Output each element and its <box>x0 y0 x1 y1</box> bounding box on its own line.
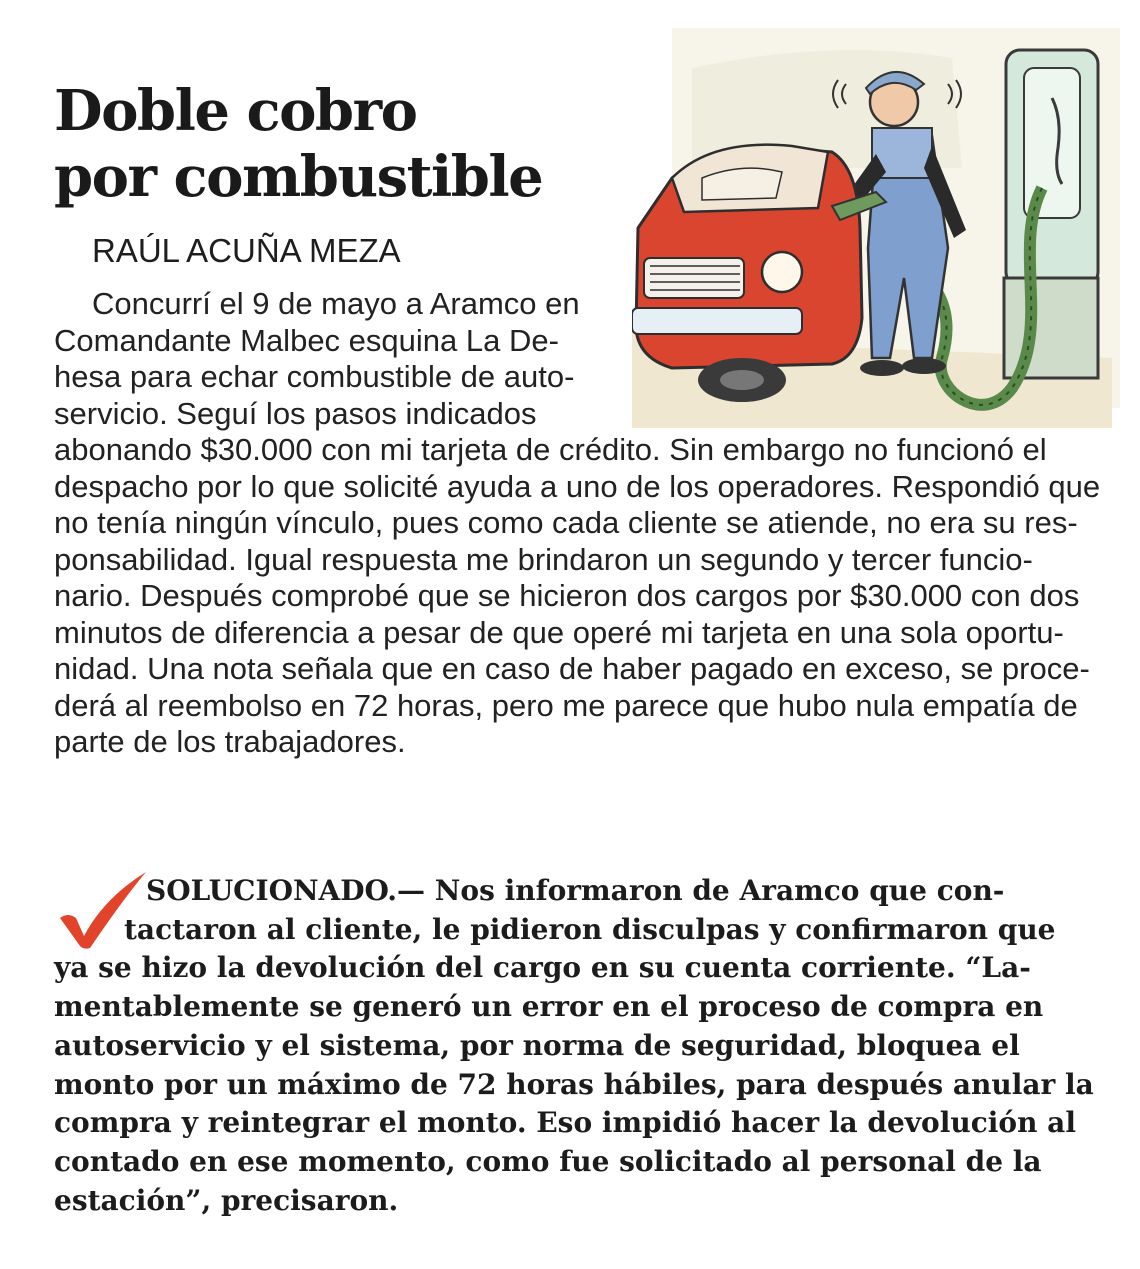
body-line: abonando $30.000 con mi tarjeta de crédito. Sin embargo no funcionó el <box>54 432 1047 467</box>
resolution-line: mentablemente se generó un error en el proceso de compra en <box>54 990 1044 1024</box>
body-line: derá al reembolso en 72 horas, pero me parece que hubo nula empatía de <box>54 687 1078 723</box>
resolution-line: autoservicio y el sistema, por norma de seguridad, bloquea el <box>54 1028 1020 1062</box>
body-line: nario. Después comprobé que se hicieron dos cargos por $30.000 con dos <box>54 578 1080 613</box>
resolution-line: ya se hizo la devolución del cargo en su cuenta corriente. “La- <box>54 951 1031 985</box>
body-line: servicio. Seguí los pasos indicados <box>54 395 537 431</box>
body-line: Comandante Malbec esquina La De- <box>54 322 559 358</box>
body-line: minutos de diferencia a pesar de que operé mi tarjeta en una sola oportu- <box>54 614 1064 650</box>
headline-line-1: Doble cobro <box>54 78 417 144</box>
resolution-line: tactaron al cliente, le pidieron disculpas y confirmaron que <box>124 912 1056 946</box>
resolution-line: contado en ese momento, como fue solicitado al personal de la <box>54 1144 1042 1178</box>
resolution-line: monto por un máximo de 72 horas hábiles, para después anular la <box>54 1067 1094 1101</box>
author-byline: RAÚL ACUÑA MEZA <box>92 232 401 269</box>
resolution-note <box>54 872 1110 1220</box>
body-line: nidad. Una nota señala que en caso de haber pagado en exceso, se proce- <box>54 651 1090 686</box>
body-line: no tenía ningún vínculo, pues como cada cliente se atiende, no era su res- <box>54 505 1078 540</box>
article-body <box>54 286 1108 761</box>
body-line: parte de los trabajadores. <box>54 724 406 759</box>
body-line: despacho por lo que solicité ayuda a uno de los operadores. Respondió que <box>54 468 1101 504</box>
headline <box>54 78 614 210</box>
body-line: ponsabilidad. Igual respuesta me brindaron un segundo y tercer funcio- <box>54 541 1033 577</box>
resolution-line: estación”, precisaron. <box>54 1183 399 1217</box>
headline-line-2: por combustible <box>54 144 543 210</box>
body-line: hesa para echar combustible de auto- <box>54 359 575 394</box>
resolution-line: compra y reintegrar el monto. Eso impidió hacer la devolución al <box>54 1106 1076 1140</box>
body-line: Concurrí el 9 de mayo a Aramco en <box>92 286 580 321</box>
resolution-line: SOLUCIONADO.— Nos informaron de Aramco que con- <box>146 874 1005 907</box>
